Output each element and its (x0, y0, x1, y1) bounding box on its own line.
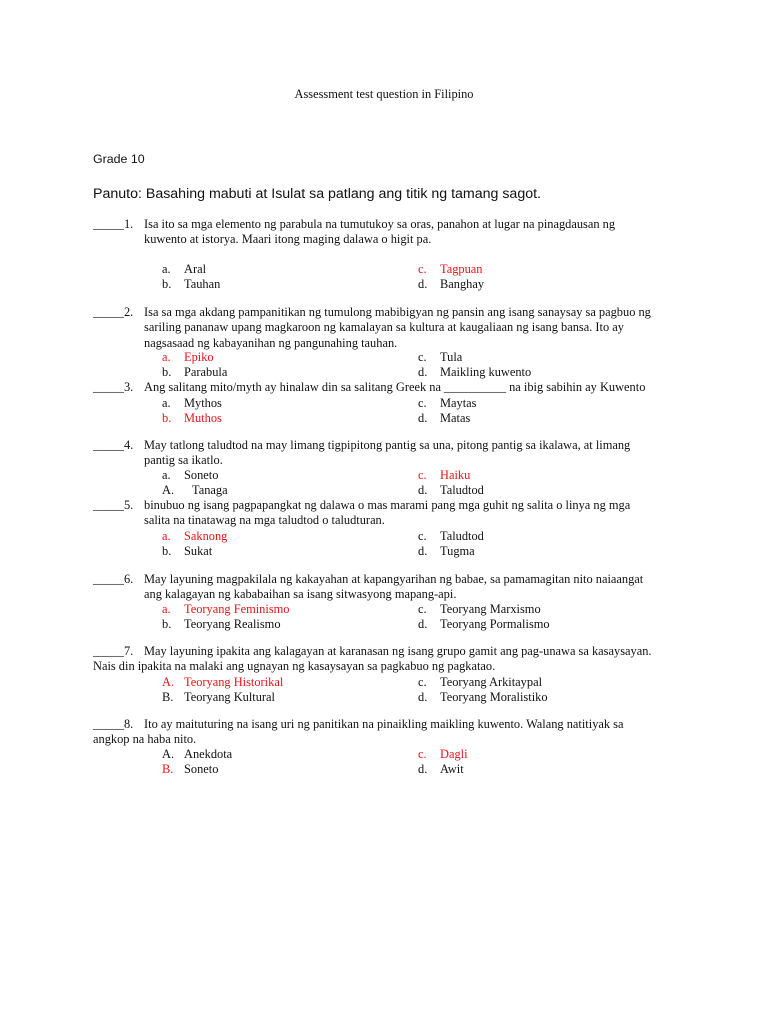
question-text: angkop na haba nito. (93, 732, 197, 747)
question-4 (93, 438, 683, 469)
question-text: May layuning ipakita ang kalagayan at karanasan ng isang grupo gamit ang pag-unawa sa kasaysayan. (144, 644, 652, 658)
choice-5d: d. Tugma (418, 544, 475, 558)
question-text: binubuo ng isang pagpapangkat ng dalawa o mas marami pang mga guhit ng salita o linya ng mga (144, 498, 631, 512)
question-number: _____4. (93, 438, 134, 452)
choice-1c-correct: c. Tagpuan (418, 262, 483, 276)
choice-3d: d. Matas (418, 411, 471, 425)
choice-7b: B. Teoryang Kultural (162, 690, 275, 704)
choice-1b: b. Tauhan (162, 277, 221, 291)
question-number: _____1. (93, 217, 134, 231)
question-7 (93, 644, 683, 675)
choice-8d: d. Awit (418, 762, 464, 776)
grade-level: Grade 10 (93, 152, 145, 166)
choice-4c-correct: c. Haiku (418, 468, 471, 482)
choice-6b: b. Teoryang Realismo (162, 617, 281, 631)
choice-2c: c. Tula (418, 350, 463, 364)
instructions: Panuto: Basahing mabuti at Isulat sa patlang ang titik ng tamang sagot. (93, 186, 541, 202)
choice-7d: d. Teoryang Moralistiko (418, 690, 548, 704)
question-number: _____2. (93, 305, 134, 319)
choice-4a: a. Soneto (162, 468, 219, 482)
question-text: kuwento at istorya. Maari itong maging dalawa o higit pa. (144, 232, 432, 247)
choice-6d: d. Teoryang Pormalismo (418, 617, 550, 631)
choice-5c: c. Taludtod (418, 529, 484, 543)
question-text: Isa sa mga akdang pampanitikan ng tumulong mabibigyan ng pansin ang isang sanaysay sa pagbuo ng (144, 305, 651, 319)
choice-8a: A. Anekdota (162, 747, 233, 761)
question-text: pantig sa ikatlo. (144, 453, 223, 468)
choice-8b: B. Soneto (162, 762, 219, 776)
question-6 (93, 572, 683, 603)
question-5 (93, 498, 683, 529)
choice-2a-correct: a. Epiko (162, 350, 214, 364)
choice-1d: d. Banghay (418, 277, 485, 291)
question-number: _____7. (93, 644, 134, 658)
choice-5b: b. Sukat (162, 544, 213, 558)
choice-8c-correct: c. Dagli (418, 747, 468, 761)
choice-4b: A. Tanaga (162, 483, 228, 497)
question-text: May layuning magpakilala ng kakayahan at kapangyarihan ng babae, sa pamamagitan nito naiaangat (144, 572, 644, 586)
question-number: _____8. (93, 717, 134, 731)
choice-3c: c. Maytas (418, 396, 477, 410)
choice-2b: b. Parabula (162, 365, 228, 379)
question-text: ang kalagayan ng kababaihan sa isang sitwasyong mapang-api. (144, 587, 457, 602)
question-3 (93, 380, 683, 395)
choice-4d: d. Taludtod (418, 483, 484, 497)
question-text: May tatlong taludtod na may limang tigpipitong pantig sa una, pitong pantig sa ikalawa, at limang (144, 438, 631, 452)
choice-5a-correct: a. Saknong (162, 529, 228, 543)
question-text: sariling pananaw upang magkaroon ng kamalayan sa kultura at kaugaliaan ng isang bansa. Ito ay (144, 320, 624, 335)
question-text: Ang salitang mito/myth ay hinalaw din sa salitang Greek na __________ na ibig sabihin ay Kuwento (144, 380, 646, 394)
choice-7a-correct: A. Teoryang Historikal (162, 675, 284, 689)
choice-3a: a. Mythos (162, 396, 222, 410)
choice-3b-correct: b. Muthos (162, 411, 222, 425)
question-1 (93, 217, 683, 248)
question-text: Isa ito sa mga elemento ng parabula na tumutukoy sa oras, panahon at lugar na pinagdausan ng (144, 217, 616, 231)
question-text: salita na tinatawag na mga taludtod o taludturan. (144, 513, 385, 528)
question-text: Nais din ipakita na malaki ang ugnayan ng kasaysayan sa pagkabuo ng pagkatao. (93, 659, 496, 674)
question-text: nagsasaad ng kabayanihan ng pangunahing tauhan. (144, 335, 398, 350)
question-number: _____3. (93, 380, 134, 394)
choice-2d: d. Maikling kuwento (418, 365, 532, 379)
question-number: _____6. (93, 572, 134, 586)
question-8 (93, 717, 683, 748)
choice-7c: c. Teoryang Arkitaypal (418, 675, 543, 689)
question-text: Ito ay maituturing na isang uri ng panitikan na pinaikling maikling kuwento. Walang natitiyak sa (144, 717, 624, 731)
choice-6c: c. Teoryang Marxismo (418, 602, 541, 616)
question-number: _____5. (93, 498, 134, 512)
document-title: Assessment test question in Filipino (294, 87, 474, 101)
choice-1a: a. Aral (162, 262, 207, 276)
question-2 (93, 305, 683, 351)
choice-6a-correct: a. Teoryang Feminismo (162, 602, 290, 616)
